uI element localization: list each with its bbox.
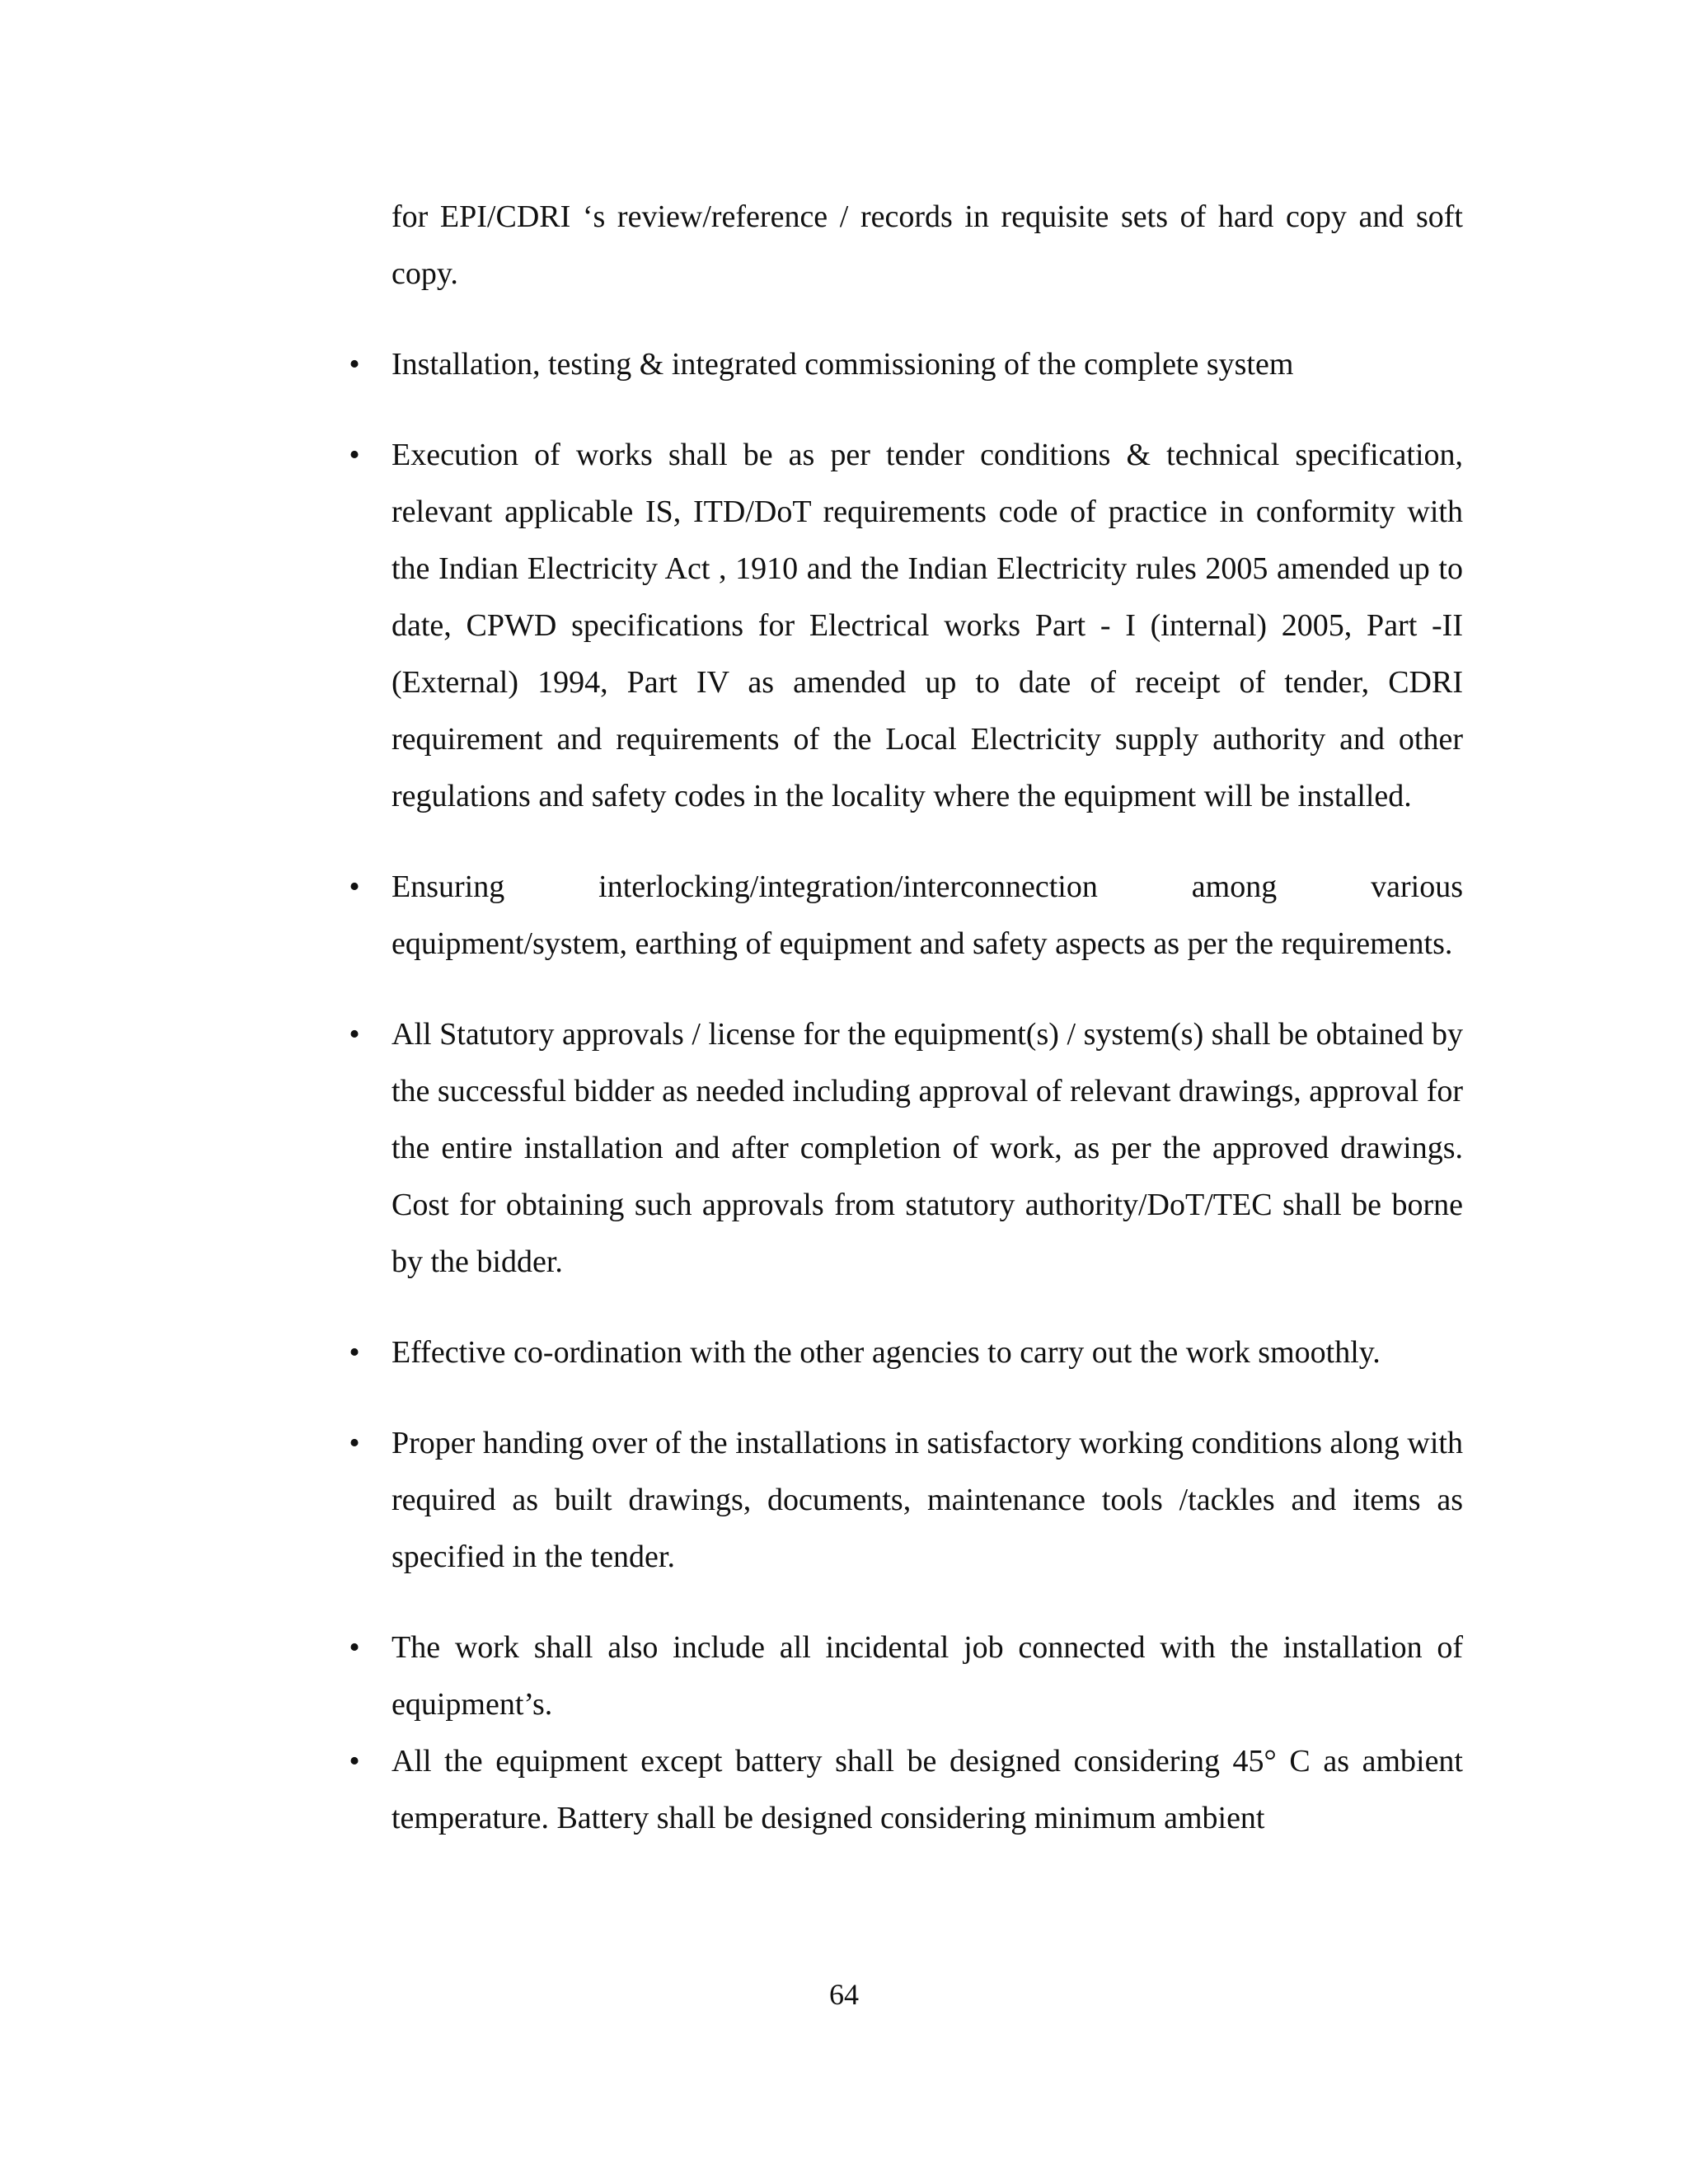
list-item-text: The work shall also include all incidental job connected with the installation of equipment’s. <box>392 1630 1463 1722</box>
list-item-text: Installation, testing & integrated commissioning of the complete system <box>392 347 1294 382</box>
list-item <box>349 336 1463 393</box>
bullet-icon: • <box>349 1017 360 1052</box>
list-item-text: Effective co-ordination with the other agencies to carry out the work smoothly. <box>392 1335 1381 1370</box>
list-item <box>349 1415 1463 1586</box>
bullet-icon: • <box>349 347 360 382</box>
list-item <box>349 1006 1463 1291</box>
list-item-text: equipment/system, earthing of equipment and safety aspects as per the requirements. <box>392 926 1453 961</box>
list-item <box>349 1733 1463 1847</box>
bullet-icon: • <box>349 1335 360 1370</box>
bullet-icon: • <box>349 438 360 472</box>
list-item <box>349 1619 1463 1733</box>
page-number: 64 <box>829 1978 859 2011</box>
bullet-icon: • <box>349 1426 360 1460</box>
list-item-text: All the equipment except battery shall be designed considering 45° C as ambient temperature. Battery shall be designed considering minimum ambient <box>392 1744 1463 1835</box>
list-item-text: Proper handing over of the installations in satisfactory working conditions along with required as built drawings, documents, maintenance tools /tackles and items as specified in the tender. <box>392 1426 1463 1574</box>
list-item <box>349 859 1463 972</box>
lead-paragraph: for EPI/CDRI ‘s review/reference / records in requisite sets of hard copy and soft copy. <box>392 199 1463 291</box>
list-item <box>349 427 1463 825</box>
bullet-icon: • <box>349 1630 360 1665</box>
bullet-icon: • <box>349 869 360 904</box>
list-item-text: Execution of works shall be as per tender conditions & technical specification, relevant applicable IS, ITD/DoT requirements code of practice in conformity with the Indian Electricity Act , 1910 and the Indian Electricity rules 2005 amended up to date, CPWD specifications for Electrical works Part - I (internal) 2005, Part -II (External) 1994, Part IV as amended up to date of receipt of tender, CDRI requirement and requirements of the Local Electricity supply authority and other regulations and safety codes in the locality where the equipment will be installed. <box>392 438 1463 813</box>
bullet-list <box>349 336 1463 1847</box>
list-item-text-first-line: Ensuring interlocking/integration/interconnection among various <box>392 869 1463 904</box>
bullet-icon: • <box>349 1744 360 1779</box>
page-body <box>349 189 1463 1847</box>
list-item <box>349 1324 1463 1381</box>
list-item-text: All Statutory approvals / license for the equipment(s) / system(s) shall be obtained by the successful bidder as needed including approval of relevant drawings, approval for the entire installation and after completion of work, as per the approved drawings. Cost for obtaining such approvals from statutory authority/DoT/TEC shall be borne by the bidder. <box>392 1017 1463 1279</box>
